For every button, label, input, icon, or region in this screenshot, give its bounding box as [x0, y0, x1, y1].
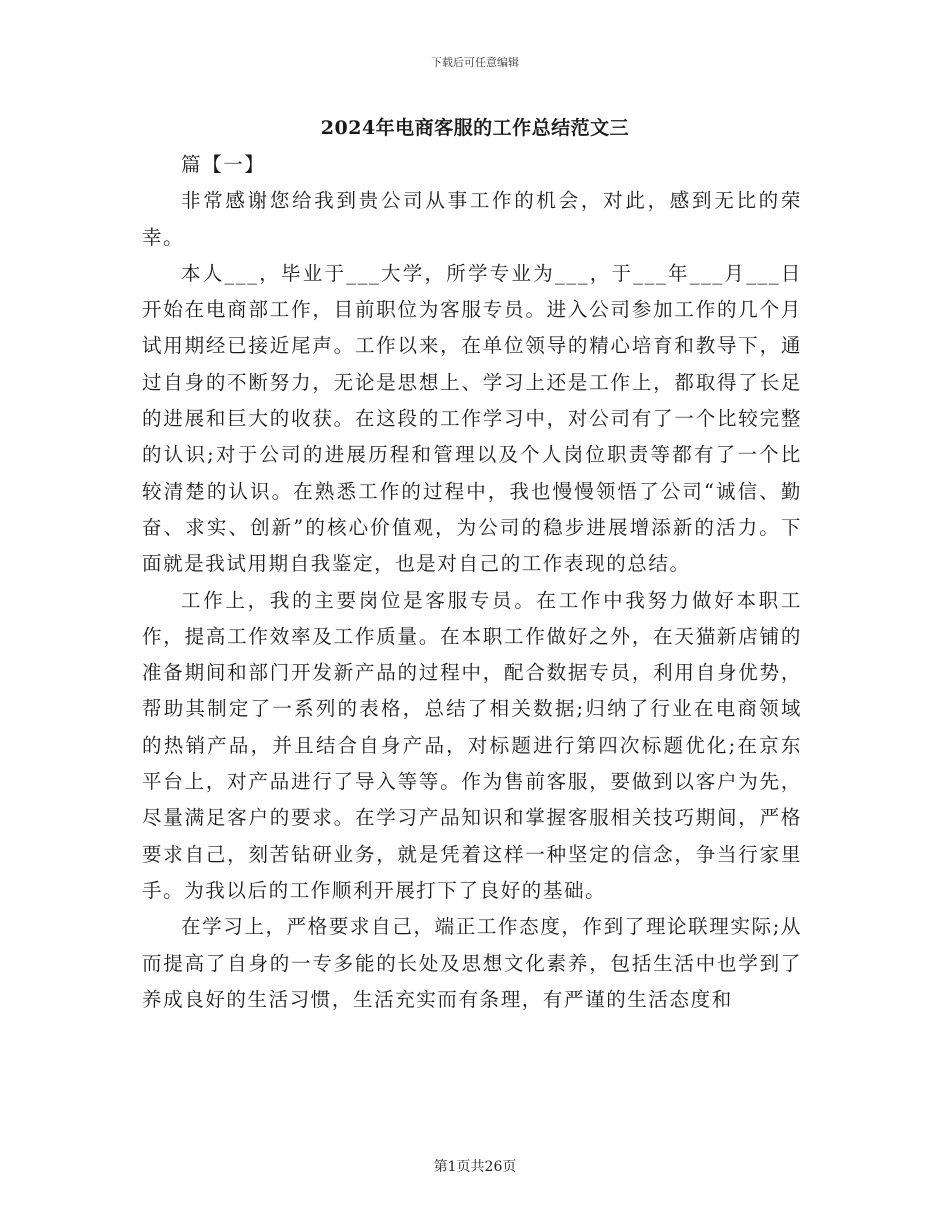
document-body	[142, 147, 802, 1018]
paragraph-4: 在学习上，严格要求自己，端正工作态度，作到了理论联理实际;从而提高了自身的一专多能的长处及思想文化素养，包括生活中也学到了养成良好的生活习惯，生活充实而有条理，有严谨的生活态度和	[142, 915, 802, 1011]
paragraph-1: 非常感谢您给我到贵公司从事工作的机会，对此，感到无比的荣幸。	[142, 189, 802, 249]
header-note: 下载后可任意编辑	[431, 56, 519, 69]
paragraph-3: 工作上，我的主要岗位是客服专员。在工作中我努力做好本职工作，提高工作效率及工作质量。在本职工作做好之外，在天猫新店铺的准备期间和部门开发新产品的过程中，配合数据专员，利用自身优势，帮助其制定了一系列的表格，总结了相关数据;归纳了行业在电商领域的热销产品，并且结合自身产品，对标题进行第四次标题优化;在京东平台上，对产品进行了导入等等。作为售前客服，要做到以客户为先，尽量满足客户的要求。在学习产品知识和掌握客服相关技巧期间，严格要求自己，刻苦钻研业务，就是凭着这样一种坚定的信念，争当行家里手。为我以后的工作顺利开展打下了良好的基础。	[142, 588, 802, 902]
section-heading: 篇【一】	[181, 153, 266, 176]
document-title: 2024年电商客服的工作总结范文三	[320, 117, 630, 139]
paragraph-2: 本人___，毕业于___大学，所学专业为___，于___年___月___日开始在电商部工作，目前职位为客服专员。进入公司参加工作的几个月试用期经已接近尾声。工作以来，在单位领导的精心培育和教导下，通过自身的不断努力，无论是思想上、学习上还是工作上，都取得了长足的进展和巨大的收获。在这段的工作学习中，对公司有了一个比较完整的认识;对于公司的进展历程和管理以及个人岗位职责等都有了一个比较清楚的认识。在熟悉工作的过程中，我也慢慢领悟了公司“诚信、勤奋、求实、创新”的核心价值观，为公司的稳步进展增添新的活力。下面就是我试用期自我鉴定，也是对自己的工作表现的总结。	[142, 261, 802, 576]
page-footer: 第1页共26页	[433, 1159, 517, 1175]
